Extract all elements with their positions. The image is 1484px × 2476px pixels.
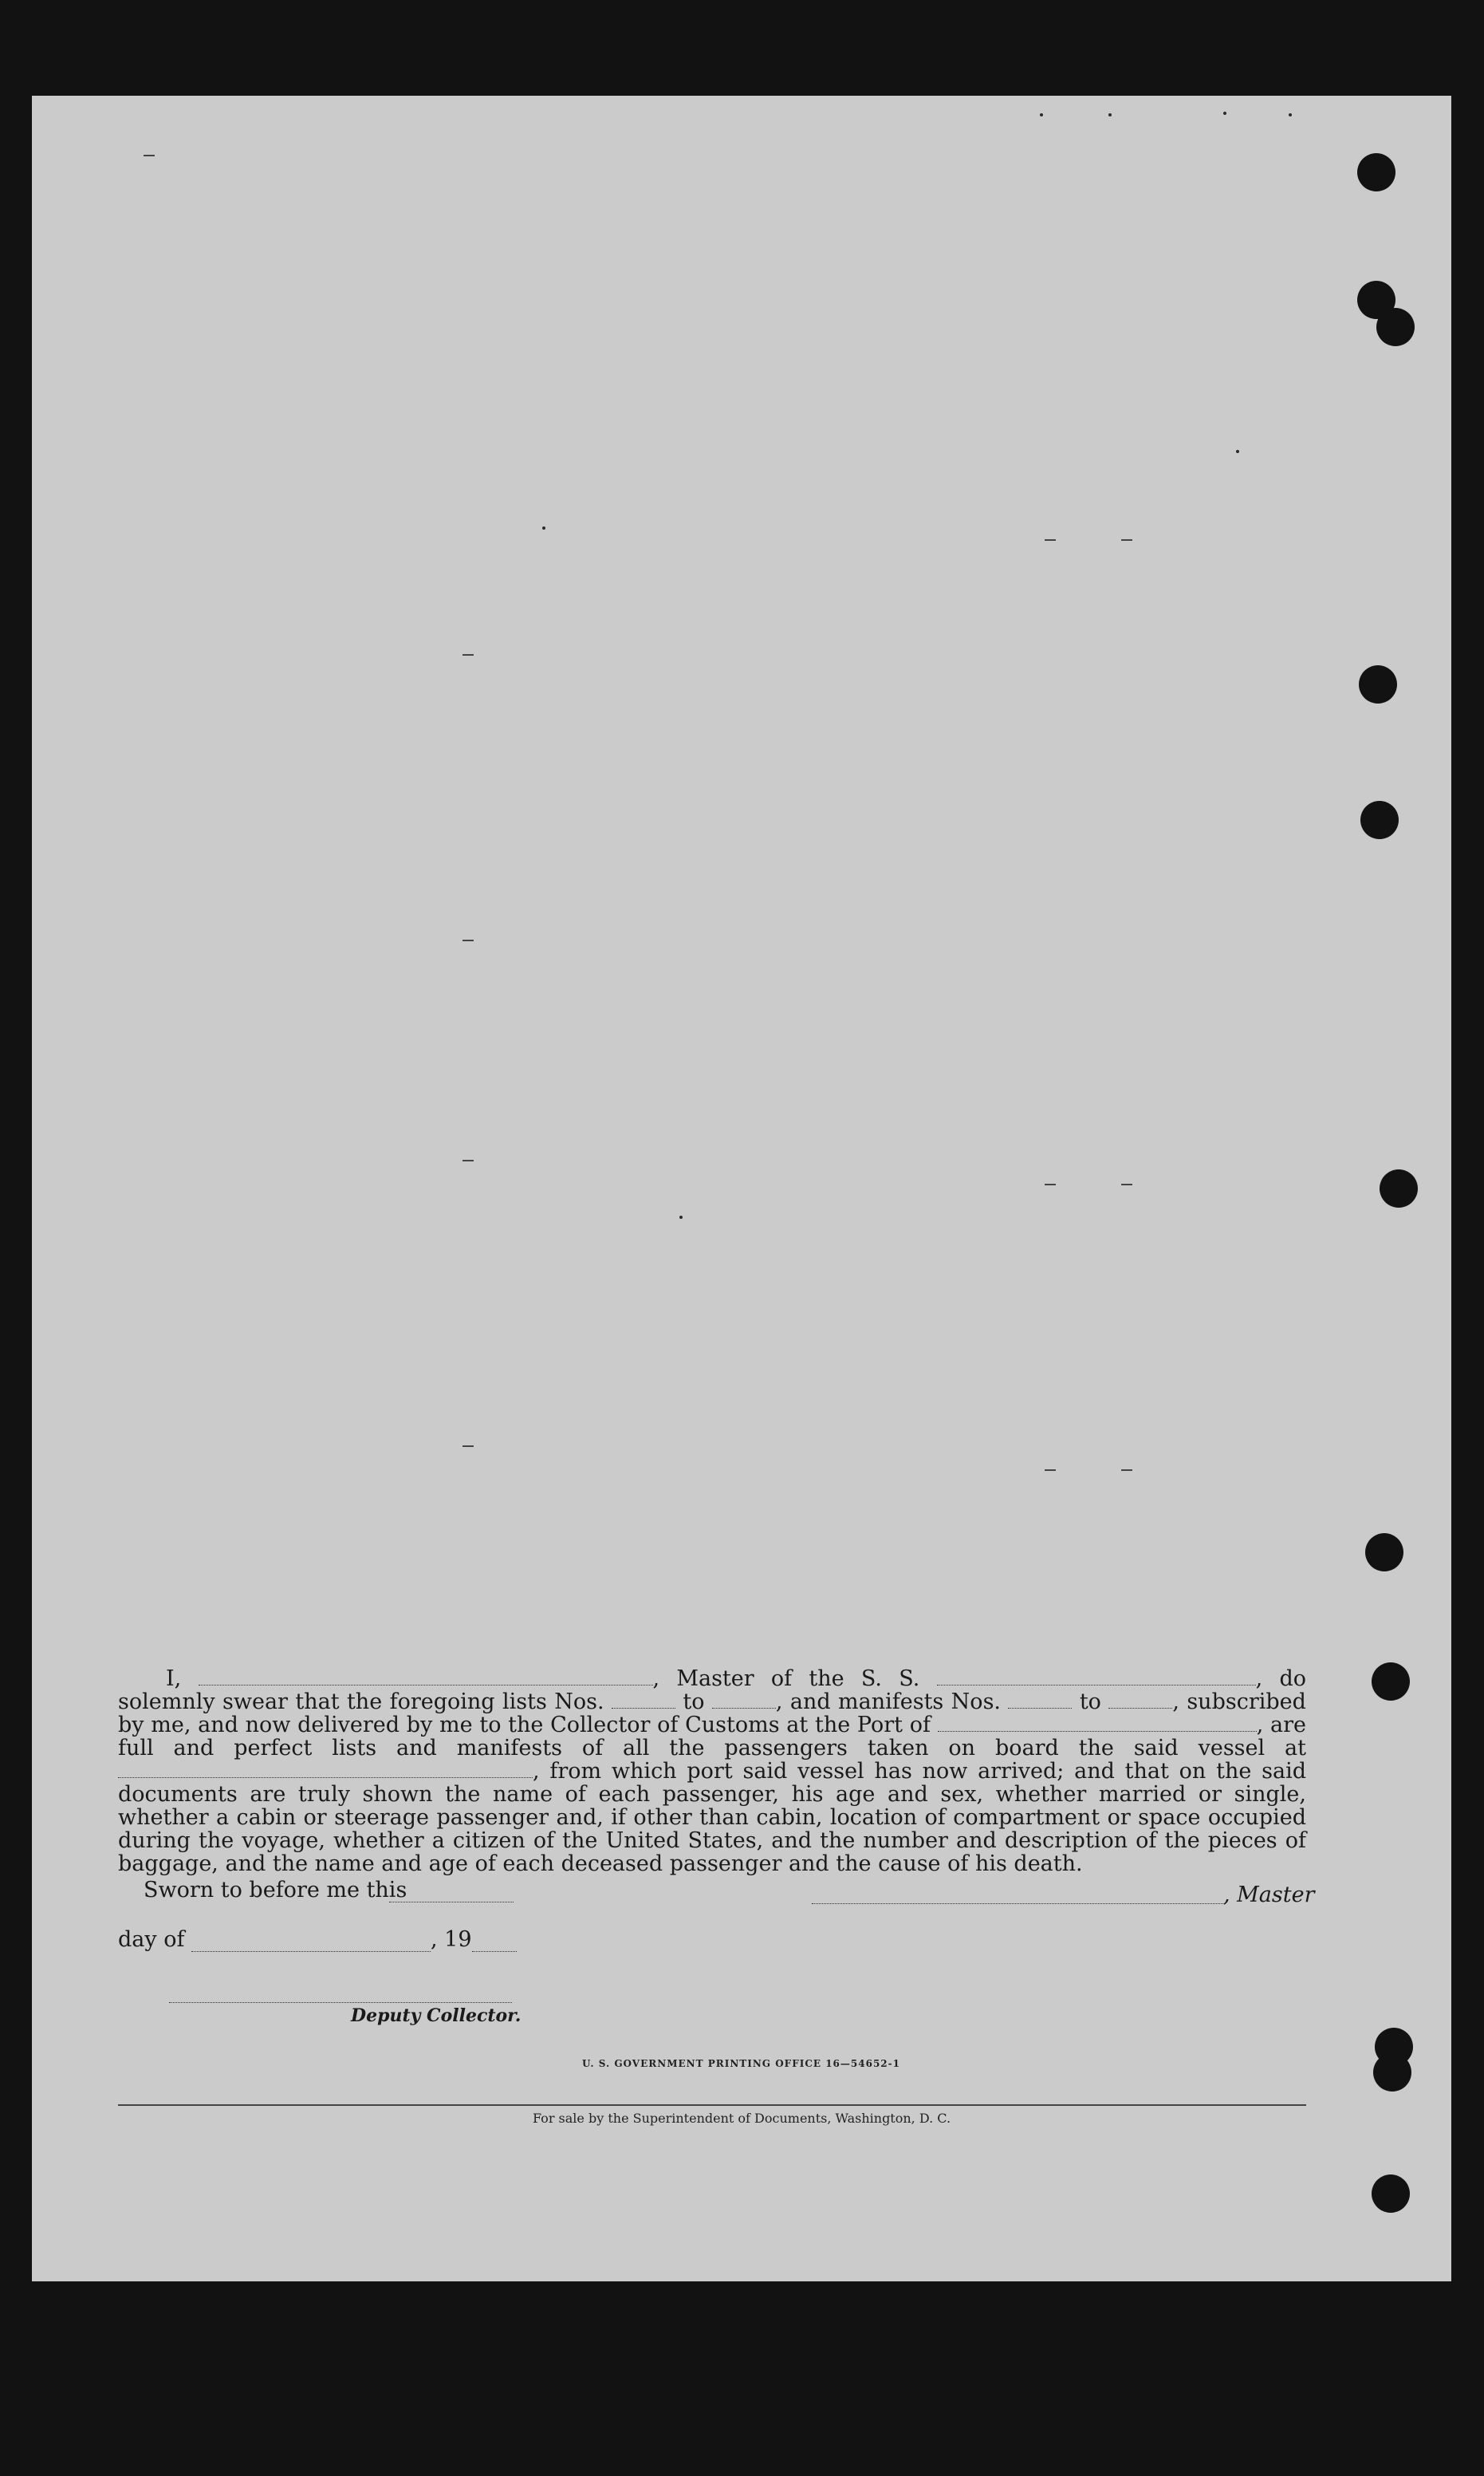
punch-hole	[1372, 2174, 1410, 2213]
oath-text: , Master of the S. S.	[652, 1666, 920, 1691]
oath-text: , are full and perfect lists and	[118, 1713, 1307, 1760]
master-name-field[interactable]	[199, 1670, 653, 1685]
speck	[1223, 112, 1226, 115]
form-dash	[1121, 1184, 1132, 1185]
punch-hole	[1360, 801, 1399, 839]
oath-text: delivered by me to the Collector of Customs at the Port of	[297, 1713, 931, 1737]
sale-notice: For sale by the Superintendent of Documents, Washington, D. C.	[532, 2111, 951, 2126]
oath-text: manifests of all the passengers taken on board the said vessel at	[456, 1736, 1307, 1760]
master-signature-field[interactable]	[812, 1902, 1223, 1904]
document-sheet	[32, 96, 1451, 2281]
deputy-signature-field[interactable]	[169, 2001, 512, 2003]
punch-hole	[1365, 1533, 1403, 1571]
sworn-label: Sworn to before me this	[144, 1878, 407, 1902]
speck	[1040, 113, 1043, 116]
speck	[542, 526, 545, 530]
printing-office-imprint: U. S. GOVERNMENT PRINTING OFFICE 16—54652-1	[582, 2058, 900, 2069]
manifest-from-field[interactable]	[1008, 1693, 1072, 1709]
oath-text: , from which	[533, 1759, 677, 1784]
form-dash	[1045, 1184, 1056, 1185]
speck	[679, 1216, 683, 1219]
oath-text: to	[1079, 1689, 1101, 1714]
form-dash	[1045, 539, 1056, 541]
form-dash	[463, 654, 474, 656]
form-dash	[1121, 539, 1132, 541]
form-dash	[463, 1445, 474, 1447]
form-dash	[1121, 1469, 1132, 1471]
manifest-to-field[interactable]	[1108, 1693, 1172, 1709]
year-label: , 19	[431, 1927, 472, 1952]
oath-text: I,	[166, 1666, 182, 1691]
punch-hole	[1376, 308, 1415, 346]
punch-hole	[1373, 2053, 1411, 2092]
port-field[interactable]	[938, 1717, 1257, 1732]
month-field[interactable]	[191, 1950, 431, 1952]
punch-hole	[1380, 1169, 1418, 1208]
oath-text: to	[683, 1689, 705, 1714]
list-from-field[interactable]	[612, 1693, 675, 1709]
list-to-field[interactable]	[712, 1693, 776, 1709]
form-dash	[144, 155, 155, 156]
punch-hole	[1372, 1662, 1410, 1701]
oath-paragraph	[118, 1667, 1306, 1875]
speck	[1108, 113, 1112, 116]
oath-text: , subscribed by me, and now	[118, 1689, 1306, 1737]
year-field[interactable]	[472, 1950, 517, 1952]
form-dash	[463, 1160, 474, 1161]
departure-port-field[interactable]	[118, 1763, 533, 1778]
master-label: , Master	[1223, 1883, 1315, 1907]
oath-text: , and manifests Nos.	[775, 1689, 1002, 1714]
punch-hole	[1357, 153, 1395, 191]
speck	[1289, 113, 1292, 116]
speck	[1236, 450, 1239, 453]
deputy-collector-label: Deputy Collector.	[351, 2005, 522, 2026]
punch-hole	[1359, 665, 1397, 704]
oath-text: , do solemnly	[118, 1666, 1306, 1714]
footer-rule	[118, 2104, 1306, 2106]
oath-text: port said vessel has now arrived; and that on the said documents are truly shown the name of each passenger, his age and sex, whether married or single, whether a cabin or steerage passenger and, if other than cabin, location of compartment or space occupied during the voyage, whether a citizen of the United States, and the number and description of the pieces of baggage, and the name and age of each deceased passenger and the cause of his death.	[118, 1759, 1306, 1876]
day-of-label: day of	[118, 1927, 185, 1952]
ship-name-field[interactable]	[937, 1670, 1256, 1685]
oath-text: swear that the foregoing lists Nos.	[222, 1689, 604, 1714]
sworn-date-field[interactable]	[389, 1900, 514, 1902]
form-dash	[463, 940, 474, 941]
form-dash	[1045, 1469, 1056, 1471]
